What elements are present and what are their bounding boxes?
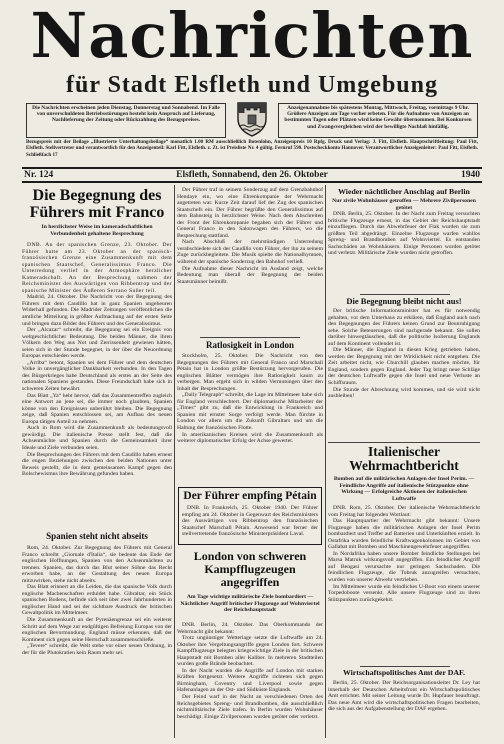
article-berlin xyxy=(328,211,480,293)
paragraph: Rom, 24. Oktober. Zur Begegnung des Führers mit General Franco schreibt „Giornale d'Italia“, sie bedeute das Ende der englischen Hoffnungen, Spanien von den Achsenmächten zu trennen. Spanien, das durch das Blut seiner Söhne das Recht erworben habe, an der Gestaltung des neuen Europa mitzuwirken, stehe nicht abseits. xyxy=(22,545,172,584)
paragraph: Das Blatt erinnert an die Leiden, die das spanische Volk durch englische Machenschaften erduldet habe. Gibraltar, ein Stück spanischen Bodens, befinde sich seit über zwei Jahrhunderten in englischer Hand und sei der sichtbare Ausdruck der britischen Gewaltpolitik im Mittelmeer. xyxy=(22,584,172,617)
paragraph: DNB. In Frankreich, 25. Oktober 1940. Der Führer empfing am 24. Oktober in Gegenwart des Reichsministers des Auswärtigen von Ribbentrop den französischen Staatschef Marschall Pétain. Anwesend war ferner der stellvertretende französische Ministerpräsident Laval. xyxy=(182,505,318,538)
headline-franco: Die Begegnung des Führers mit Franco xyxy=(29,187,165,221)
imprint: Bezugspreis mit der Beilage „Illustrierte Unterhaltungsbeilage“ monatlich 1.00 RM ausschließlich Botenlohn, Anzeigenpreis 10 Rpfg. Druck und Verlag: J. Fitt, Elsfleth. Hauptschriftleitung: Paul Fitt, Elsfleth. Stellvertreter und verantwortlich für den Anzeigenteil: Karl Fitt, Elsfleth. z. Zt. ist Preisliste Nr. 4 gültig. Fernruf 590. Postscheckkonto Hannover. Verantwortlicher Anzeigenleiter: Paul Fitt, Elsfleth. Schließfach 17 xyxy=(26,139,478,158)
headline-spanien: Spanien steht nicht abseits xyxy=(46,531,148,541)
article-franco xyxy=(22,242,172,528)
elsfleth-coat-of-arms-icon xyxy=(233,100,271,138)
paragraph: „Daily Telegraph“ schreibt, die Lage im Mittelmeer habe sich für England verschlechtert. Der diplomatische Mitarbeiter der „Times“ gibt zu, daß die Entwicklung in Frankreich und Spanien mit ernster Sorge verfolgt werde. Man fürchte in London vor allem um die Zukunft Gibraltars und um die Haltung der französischen Flotte. xyxy=(177,392,323,432)
paragraph: Die Männer, die England in diesen Krieg getrieben haben, werden der Begegnung mit der Wirklichkeit nicht entgehen. Die Zeit arbeitet nicht, wie Churchill glauben machen möchte, für England, sondern gegen England. Jeder Tag bringt neue Schläge der deutschen Luftwaffe gegen die Insel und neue Verluste an Schiffsraum. xyxy=(328,347,480,387)
masthead-subtitle: für Stadt Elsfleth und Umgebung xyxy=(66,72,438,98)
paragraph: Nach Abschluß der mehrstündigen Unterredung verabschiedete sich der Caudillo vom Führer, der ihn zu seinem Zuge zurückbegleitete. Die Musik spielte die Nationalhymnen, während der spanische Sonderzug den Bahnhof verließ. xyxy=(177,239,323,266)
paragraph: Die Aufnahme dieser Nachricht im Ausland zeigt, welche Bedeutung man überall der Begegnung der beiden Staatsmänner beimißt. xyxy=(177,265,323,285)
article-divider xyxy=(200,337,300,338)
headline-petain: Der Führer empfing Pétain xyxy=(183,490,317,502)
article-london xyxy=(177,622,323,737)
article-italien xyxy=(328,505,480,664)
paragraph: Trotz ungünstiger Wetterlage setzte die Luftwaffe am 24. Oktober ihre Vergeltungsangriffe gegen London fort. Schwere Kampfflugzeuge belegten kriegswichtige Ziele in der britischen Hauptstadt mit Bomben aller Kaliber. In mehreren Stadtteilen wurden große Brände beobachtet. xyxy=(177,635,323,668)
subhead-italien: Bomben auf die militärischen Anlagen der Insel Perim. — Feindliche Angriffe auf italienische Stützpunkte ohne Wirkung — Erfolgreiche Aktionen der italienischen Luftwaffe xyxy=(333,476,475,502)
paragraph: DNB. Berlin, 25. Oktober. In der Nacht zum Freitag versuchten britische Flugzeuge erneut, in das Gebiet der Reichshauptstadt einzufliegen. Durch das Abwehrfeuer der Flak wurden sie zum größten Teil abgedrängt. Einzelne Flugzeuge warfen wahllos Spreng- und Brandbomben auf Wohnviertel. Es entstanden Sachschäden an Wohnhäusern. Einige Personen wurden getötet und verletzt. Militärische Ziele wurden nicht getroffen. xyxy=(328,211,480,257)
paragraph: DNB. An der spanischen Grenze, 23. Oktober. Der Führer hatte am 23. Oktober an der spanisch-französischen Grenze eine Zusammenkunft mit dem spanischen Staatschef, Generalissimus Franco. Die Unterredung verlief in der Atmosphäre herzlicher Kameradschaft. An der Besprechung nahmen der Reichsminister des Auswärtigen von Ribbentrop und der spanische Minister des Äußeren Serrano Suñer teil. xyxy=(22,242,172,294)
paragraph: Die Besprechungen des Führers mit dem Caudillo haben erneut die engen Beziehungen zwischen den beiden Nationen unter Beweis gestellt, die in dem gemeinsamen Kampf gegen den Bolschewismus ihre Bewährung gefunden haben. xyxy=(22,451,172,478)
article-daf xyxy=(328,680,480,737)
masthead-title: Nachrichten xyxy=(30,0,474,72)
issue-year: 1940 xyxy=(461,170,480,180)
paragraph: Der Feind warf in der Nacht an verschiedenen Orten des Reichsgebietes Spreng- und Brandbomben, die ausschließlich nichtmilitärische Ziele trafen. In Berlin wurden Wohnhäuser beschädigt. Einige Zivilpersonen wurden getötet oder verletzt. xyxy=(177,694,323,720)
paragraph: In Nordafrika haben unsere Bomber feindliche Stellungen bei Marsa Matruk wirkungsvoll angegriffen. Ein feindlicher Angriff auf Bengasi verursachte nur geringen Sachschaden. Die feindlichen Flugzeuge, die Tobruk anzugreifen versuchten, wurden von unserer Abwehr vertrieben. xyxy=(328,550,480,584)
subhead-franco: In herzlichster Weise im kameradschaftlichen Verbundenheit gehaltene Besprechung xyxy=(41,224,153,237)
paragraph: In amerikanischen Kreisen wird die Zusammenkunft als weiterer diplomatischer Erfolg der Achse gewertet. xyxy=(177,431,323,445)
article-spanien xyxy=(22,545,172,737)
subhead-london: Am Tage wichtige militärische Ziele bombardiert — Nächtlicher Angriff britischer Flugzeuge auf Wohnviertel der Reichshauptstadt xyxy=(180,594,320,613)
headline-begegnung: Die Begegnung bleibt nicht aus! xyxy=(346,296,462,306)
paragraph: Die Zusammenkunft an der Pyrenäengrenze sei ein weiterer Schritt auf dem Wege zur endgültigen Befreiung Europas von der englischen Bevormundung. England müsse erkennen, daß der Kontinent sich gegen seine Herrschaft zusammenschließe. xyxy=(22,617,172,643)
paragraph: DNB. Berlin, 24. Oktober. Das Oberkommando der Wehrmacht gibt bekannt: xyxy=(177,622,323,635)
paragraph: Der Führer traf in seinem Sonderzug auf dem Grenzbahnhof Hendaye ein, wo eine Ehrenkompanie der Wehrmacht angetreten war. Kurze Zeit darauf lief der Zug des spanischen Staatschefs ein. Der Führer begrüßte den Generalissimus auf dem Bahnsteig in herzlichster Weise. Nach dem Abschreiten der Front der Ehrenkompanie begaben sich der Führer und General Franco in den Salonwagen des Führers, wo die Besprechung stattfand. xyxy=(177,187,323,239)
place-date: Elsfleth, Sonnabend, den 26. Oktober xyxy=(176,170,328,180)
headline-ratlosigkeit: Ratlosigkeit in London xyxy=(205,340,295,350)
paragraph: „Arriba“ betont, Spanien sei dem Führer und dem deutschen Volke in unvergänglicher Dankbarkeit verbunden. In den Tagen des Bürgerkrieges habe Deutschland als erstes an der Seite des nationalen Spaniens gestanden. Diese Freundschaft habe sich in schweren Zeiten bewährt. xyxy=(22,359,172,393)
column-divider xyxy=(325,185,326,738)
article-franco-continued xyxy=(177,187,323,336)
article-divider xyxy=(360,666,450,667)
advertising-notice: Anzeigenannahme bis spätestens Montag, Mittwoch, Freitag, vormittags 9 Uhr. Größere Anzeigen am Tage vorher erbeten. Für die Aufnahme von Anzeigen an bestimmten Tagen oder Plätzen wird keine Gewähr übernommen. Bei Konkursen und Zwangsvergleichen wird der bewilligte Nachlaß hinfällig. xyxy=(278,103,478,138)
paragraph: Auch in Rom wird die Zusammenkunft als bedeutungsvoll gewürdigt. Die italienische Presse stellt fest, daß die Achsenmächte und Spanien durch die Gemeinsamkeit ihrer Ideale und Ziele verbunden seien. xyxy=(22,425,172,451)
headline-berlin: Wieder nächtlicher Anschlag auf Berlin xyxy=(338,187,470,196)
paragraph: DNB. Rom, 25. Oktober. Der italienische Wehrmachtbericht vom Freitag hat folgenden Wortlaut: xyxy=(328,505,480,518)
paragraph: Madrid, 24. Oktober. Die Nachricht von der Begegnung des Führers mit dem Caudillo hat in ganz Spanien ungeheuren Widerhall gefunden. Die Madrider Zeitungen veröffentlichen die amtliche Mitteilung in größter Aufmachung auf der ersten Seite und bringen dazu Bilder des Führers und des Generalissimus. xyxy=(22,294,172,327)
article-divider xyxy=(360,294,450,295)
paragraph: Die Stunde der Abrechnung wird kommen, und sie wird nicht ausbleiben! xyxy=(328,386,480,400)
paragraph: „Tevere“ schreibt, die Welt stehe vor einer neuen Ordnung, in der für die Plutokratien kein Raum mehr sei. xyxy=(22,643,172,656)
article-begegnung xyxy=(328,308,480,441)
publication-notice: Die Nachrichten erscheinen jeden Dienstag, Donnerstag und Sonnabend. Im Falle von unverschuldeten Betriebsstörungen besteht kein Anspruch auf Lieferung, Nachlieferung der Zeitung oder Rückzahlung des Bezugspreises. xyxy=(26,103,226,138)
column-divider xyxy=(174,185,175,738)
subhead-berlin: Nur zivile Wohnhäuser getroffen — Mehrere Zivilpersonen getötet xyxy=(332,198,476,210)
headline-london: London von schweren Kampfflugzeugen angegriffen xyxy=(193,550,307,589)
dateline xyxy=(22,167,482,183)
paragraph: Stockholm, 25. Oktober. Die Nachricht von den Begegnungen des Führers mit General Franco und Marschall Pétain hat in London größte Bestürzung hervorgerufen. Die englischen Blätter vermögen ihre Ratlosigkeit kaum zu verbergen. Man ergeht sich in wilden Vermutungen über den Inhalt der Besprechungen. xyxy=(177,353,323,392)
paragraph: Das Blatt „Ya“ hebt hervor, daß das Zusammentreffen zugleich eine Antwort an jene sei, die immer noch glaubten, Spanien könne von den Ereignissen unberührt bleiben. Die Begegnung zeige, daß Spanien entschlossen sei, am Aufbau des neuen Europa tätigen Anteil zu nehmen. xyxy=(22,392,172,425)
paragraph: Der britische Informationsminister hat es für notwendig gehalten, vor dem Unterhaus zu erklären, daß England auch nach den Begegnungen des Führers keinen Grund zur Beunruhigung sehe. Solche Beteuerungen sind nachgerade bekannt. Sie sollen darüber hinwegtäuschen, daß die politische Isolierung Englands auf dem Kontinent vollendet ist. xyxy=(328,308,480,347)
paragraph: Im Mittelmeer wurde ein feindliches U-Boot von einem unserer Torpedoboote versenkt. Alle unsere Flugzeuge sind zu ihren Stützpunkten zurückgekehrt. xyxy=(328,583,480,603)
headline-italien: Italienischer Wehrmachtbericht xyxy=(349,445,459,473)
issue-number: Nr. 124 xyxy=(24,170,54,180)
article-divider xyxy=(328,442,480,443)
box-petain xyxy=(178,487,322,545)
paragraph: In der Nacht wurden die Angriffe auf London mit starken Kräften fortgesetzt. Weitere Angriffe richteten sich gegen Birmingham, Coventry und Liverpool sowie gegen Hafenanlagen an der Ost- und Südküste Englands. xyxy=(177,667,323,694)
paragraph: Das Hauptquartier der Wehrmacht gibt bekannt: Unsere Flugzeuge haben die militärischen Anlagen der Insel Perim bombardiert und Treffer auf Batterien und Unterkünften erzielt. In Ostafrika wurden feindliche Kraftwagenkolonnen im Gebiet von Gallabat mit Bomben und Maschinengewehrfeuer angegriffen. xyxy=(328,518,480,551)
headline-daf: Wirtschaftspolitisches Amt der DAF. xyxy=(342,668,465,677)
article-ratlosigkeit xyxy=(177,353,323,483)
paragraph: Der „Alcazar“ schreibt, die Begegnung sei ein Ereignis von weltgeschichtlicher Bedeutung. Die beiden Männer, die ihren Völkern den Weg aus Not und Zerrissenheit gewiesen hätten, seien sich in der Stunde begegnet, in der über die Neuordnung Europas entschieden werde. xyxy=(22,327,172,360)
paragraph: Berlin, 25. Oktober. Der Reichsorganisationsleiter Dr. Ley hat innerhalb der Deutschen Arbeitsfront ein Wirtschaftspolitisches Amt errichtet. Mit seiner Leitung wurde Dr. Hupfauer beauftragt. Das neue Amt wird die wirtschaftspolitischen Fragen bearbeiten, die sich aus der Aufgabenstellung der DAF ergeben. xyxy=(328,680,480,713)
